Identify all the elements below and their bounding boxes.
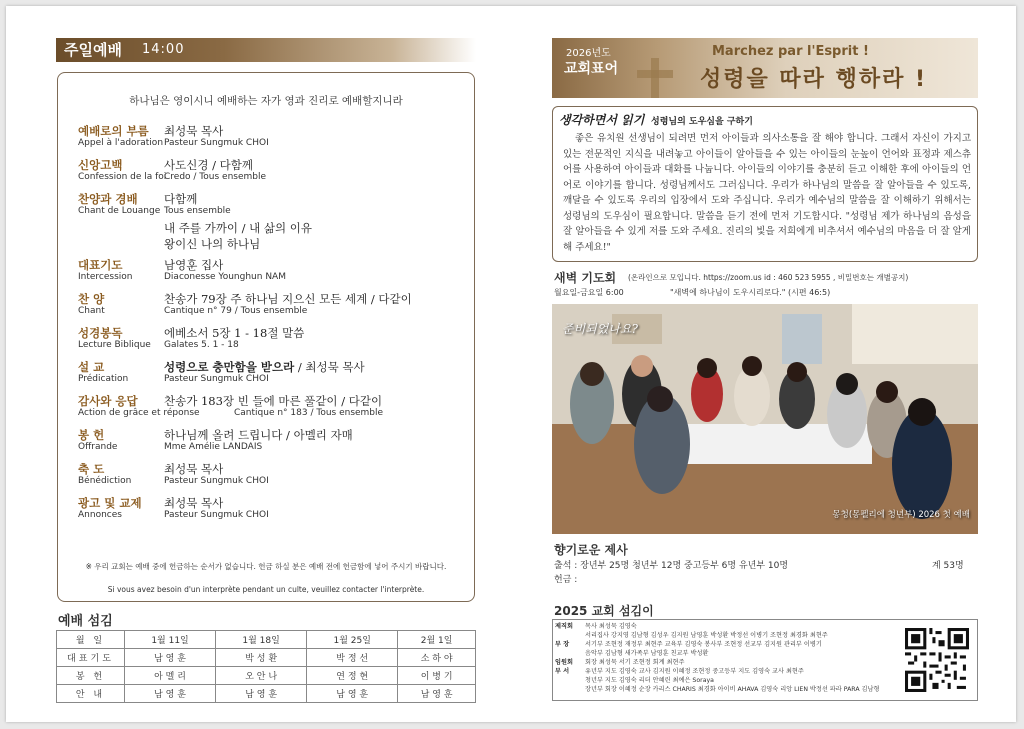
worship-order-box (57, 72, 475, 602)
photo-caption-bottom: 몽청(몽펠리에 청년부) 2026 첫 예배 (832, 510, 970, 520)
table-cell: 박 성 환 (216, 649, 307, 667)
staff-row (555, 667, 804, 676)
church-motto-banner (552, 38, 978, 98)
worship-header (56, 38, 476, 62)
order-value: 최성묵 목사 (164, 124, 224, 138)
meditation-title: 생각하면서 읽기 (559, 113, 645, 127)
staff-text: 회장 최성묵 서기 조현정 회계 최현주 (585, 659, 685, 666)
order-label-fr: Action de grâce et réponse (78, 408, 200, 418)
dawn-prayer-info: (온라인으로 모입니다. https://zoom.us id : 460 523 5955 , 비밀번호는 개별공지) (628, 273, 909, 282)
order-label-fr: Annonces (78, 510, 122, 520)
order-label-ko: 축 도 (78, 462, 105, 476)
staff-text: 장년부 회장 이혜정 순장 카리스 CHARIS 최경화 아이비 AHAVA 김영숙 리앙 LIEN 박정선 파라 PARA 김남형 (585, 686, 880, 693)
order-label-ko: 봉 헌 (78, 428, 105, 442)
table-cell: 남 영 훈 (307, 685, 398, 703)
table-row (57, 685, 476, 703)
table-cell: 봉 헌 (57, 667, 125, 685)
order-value: 최성묵 목사 (164, 462, 224, 476)
table-cell: 1월 18일 (216, 631, 307, 649)
interpreter-note: Si vous avez besoin d'un interprète pendant un culte, veuillez contacter l'interprète. (107, 585, 425, 594)
staff-text: 서기부 조현정 재정부 최현주 교육부 김영숙 봉사부 조현정 선교부 김지원 관리부 이병기 (585, 641, 822, 648)
order-label-ko: 찬양과 경배 (78, 192, 138, 206)
staff-row (555, 676, 714, 685)
motto-french: Marchez par l'Esprit ! (712, 44, 869, 59)
table-cell: 1월 11일 (125, 631, 216, 649)
bulletin-sheet (6, 6, 1016, 722)
table-cell: 2월 1일 (398, 631, 476, 649)
order-label-fr: Chant (78, 306, 105, 316)
order-label-fr: Prédication (78, 374, 129, 384)
order-value-fr: Pasteur Sungmuk CHOI (164, 138, 269, 148)
motto-korean: 성령을 따라 행하라 ! (700, 67, 928, 92)
offering-amount: 헌금 : (554, 575, 578, 585)
staff-row (555, 685, 879, 694)
order-label-fr: Chant de Louange (78, 206, 161, 216)
order-label-fr: Confession de la foi (78, 172, 167, 182)
table-cell: 오 안 나 (216, 667, 307, 685)
table-row (57, 631, 476, 649)
dawn-prayer-verse: "새벽에 하나님이 도우시리로다." (시편 46:5) (670, 288, 831, 297)
table-cell: 대표기도 (57, 649, 125, 667)
table-cell: 남 영 훈 (125, 685, 216, 703)
order-song-2: 왕이신 나의 하나님 (164, 237, 261, 251)
order-label-fr: Bénédiction (78, 476, 132, 486)
order-label-ko: 설 교 (78, 360, 105, 374)
order-value: 하나님께 올려 드립니다 / 아멜리 자매 (164, 428, 353, 442)
dawn-prayer-time: 월요일-금요일 6:00 (554, 288, 624, 297)
table-cell: 안 내 (57, 685, 125, 703)
table-cell: 1월 25일 (307, 631, 398, 649)
order-value: 남영훈 집사 (164, 258, 224, 272)
offering-note: ※ 우리 교회는 예배 중에 헌금하는 순서가 없습니다. 헌금 하실 분은 예배 전에 헌금함에 넣어 주시기 바랍니다. (85, 562, 447, 571)
meditation-body: 좋은 유치원 선생님이 되려면 먼저 아이들과 의사소통을 잘 해야 합니다. 그래서 자신이 가지고 있는 전문적인 지식을 내려놓고 아이들이 알아들을 수 있는 아이들의 눈높이 언어와 표정과 제스츄어를 사용하여 아이들과 대화를 나눕니다. 아이들의 이야기를 충분히 듣고 이해한 후에 아이들의 언어로 이야기를 합니다. 성령님께서도 그러십니다. 우리가 하나님의 말씀을 잘 알아들을 수 있도록, 깨달을 수 있도록 우리의 입장에서 도와 주십니다. 우리가 예수님의 말씀을 잘 이해하기 위해서는 성령님의 도우심이 필요합니다. 말씀을 듣기 전에 먼저 기도합시다. "성령님 제가 하나님의 음성을 잘 알아들을 수 있게 저를 도와 주세요. 진리의 빛을 저희에게 비추셔서 예수님의 마음을 더 잘 알게 해 주세요!" (563, 133, 971, 253)
staff-text: 목사 최성묵 김영숙 (585, 623, 637, 630)
staff-row (555, 658, 685, 667)
staff-label: 임원회 (555, 659, 573, 666)
order-label-ko: 대표기도 (78, 258, 123, 272)
attendance-total: 계 53명 (932, 561, 964, 571)
order-label-ko: 성경봉독 (78, 326, 123, 340)
group-photo (552, 304, 978, 534)
table-cell: 연 정 현 (307, 667, 398, 685)
worship-time: 14:00 (142, 42, 185, 57)
table-cell: 월 일 (57, 631, 125, 649)
staff-box (552, 619, 978, 701)
table-row (57, 667, 476, 685)
order-song-1: 내 주를 가까이 / 내 삶의 이유 (164, 221, 313, 235)
order-value: 찬송가 183장 빈 들에 마른 풀같이 / 다같이 (164, 394, 383, 408)
order-label-ko: 예배로의 부름 (78, 124, 149, 138)
staff-title: 2025 교회 섬김이 (554, 604, 654, 618)
meditation-box (552, 106, 978, 262)
offering-title: 향기로운 제사 (554, 543, 628, 557)
order-value-fr: Diaconesse Younghun NAM (164, 272, 286, 282)
serve-table (56, 630, 476, 703)
order-value: 다함께 (164, 192, 198, 206)
order-value-fr: Cantique n° 79 / Tous ensemble (164, 306, 308, 316)
staff-label: 제직회 (555, 623, 573, 630)
order-value: 사도신경 / 다함께 (164, 158, 253, 172)
photo-illustration (552, 304, 978, 534)
order-label-fr: Intercession (78, 272, 133, 282)
order-label-ko: 찬 양 (78, 292, 105, 306)
order-value-fr: Pasteur Sungmuk CHOI (164, 374, 269, 384)
staff-row (555, 649, 708, 658)
order-value-fr: Galates 5. 1 - 18 (164, 340, 239, 350)
sermon-preacher: / 최성묵 목사 (294, 360, 365, 374)
order-value-fr: Credo / Tous ensemble (164, 172, 267, 182)
cross-icon (651, 58, 659, 98)
motto-year: 2026년도 (566, 48, 611, 59)
order-value: 에베소서 5장 1 - 18절 말씀 (164, 326, 305, 340)
staff-text: 유년부 지도 김영숙 교사 김지원 이혜정 조현정 중고등부 지도 김영숙 교사 최현주 (585, 668, 804, 675)
worship-title: 주일예배 (64, 41, 122, 59)
table-cell: 소 하 야 (398, 649, 476, 667)
staff-text: 청년부 지도 김영숙 리더 안혜린 최예은 Soraya (585, 677, 714, 684)
table-cell: 아 멜 리 (125, 667, 216, 685)
order-label-ko: 신앙고백 (78, 158, 123, 172)
order-label-ko: 감사와 응답 (78, 394, 138, 408)
worship-verse: 하나님은 영이시니 예배하는 자가 영과 진리로 예배할지니라 (129, 95, 403, 107)
order-value: 찬송가 79장 주 하나님 지으신 모든 세계 / 다같이 (164, 292, 412, 306)
dawn-prayer-title: 새벽 기도회 (554, 271, 617, 285)
order-value-fr: Mme Amélie LANDAIS (164, 442, 263, 452)
attendance-line: 출석 : 장년부 25명 청년부 12명 중고등부 6명 유년부 10명 (554, 561, 789, 571)
staff-row (555, 631, 828, 640)
order-value-fr: Pasteur Sungmuk CHOI (164, 476, 269, 486)
cross-icon-bar (637, 70, 673, 78)
sermon-title: 성령으로 충만함을 받으라 (164, 360, 295, 374)
table-cell: 남 영 훈 (216, 685, 307, 703)
photo-caption-top: 준비되었나요? (562, 322, 638, 336)
table-cell: 이 병 기 (398, 667, 476, 685)
meditation-subtitle: 성령님의 도우심을 구하기 (651, 117, 753, 127)
order-value-fr: Pasteur Sungmuk CHOI (164, 510, 269, 520)
table-row (57, 649, 476, 667)
order-value: 최성묵 목사 (164, 496, 224, 510)
table-cell: 남 영 훈 (125, 649, 216, 667)
staff-label: 부 서 (555, 668, 570, 675)
order-value-fr: Cantique n° 183 / Tous ensemble (234, 408, 384, 418)
staff-row (555, 622, 637, 631)
staff-row (555, 640, 822, 649)
order-label-ko: 광고 및 교제 (78, 496, 142, 510)
motto-label: 교회표어 (564, 61, 619, 77)
staff-label: 부 장 (555, 641, 570, 648)
order-label-fr: Offrande (78, 442, 118, 452)
order-value-fr: Tous ensemble (164, 206, 231, 216)
order-value (164, 359, 365, 375)
qr-code-icon[interactable] (905, 628, 969, 692)
order-label-fr: Appel à l'adoration (78, 138, 164, 148)
serve-title: 예배 섬김 (58, 614, 113, 629)
staff-text: 서리집사 강지영 김남형 김성우 김지원 남영훈 박성환 박정선 이병기 조현정 최경화 최현주 (585, 632, 828, 639)
order-label-fr: Lecture Biblique (78, 340, 151, 350)
table-cell: 남 영 훈 (398, 685, 476, 703)
table-cell: 박 정 선 (307, 649, 398, 667)
staff-text: 음악부 김남형 새가족부 남영훈 친교부 박성환 (585, 650, 709, 657)
